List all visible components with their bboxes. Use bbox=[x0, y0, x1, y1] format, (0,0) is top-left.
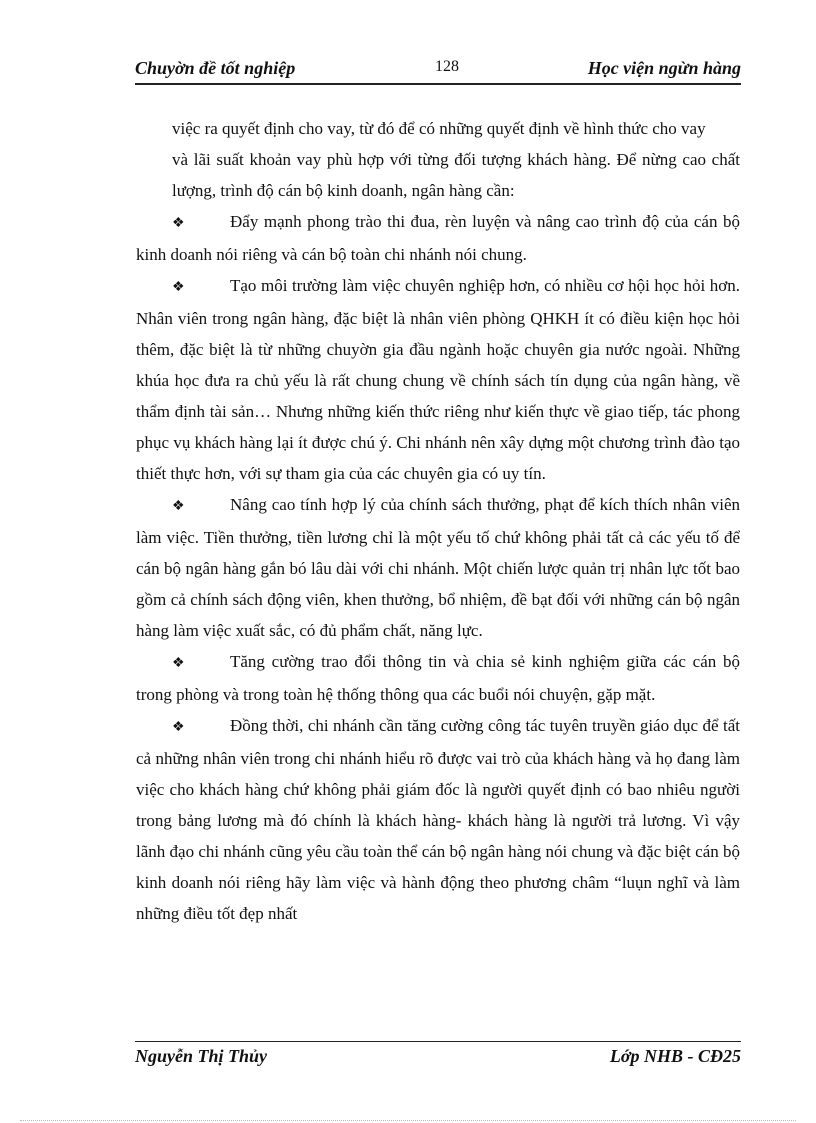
page-edge-divider bbox=[20, 1120, 796, 1121]
bullet-text-1: Đẩy mạnh phong trào thi đua, rèn luyện và nâng cao trình độ của cán bộ kinh doanh nói riêng và cán bộ toàn chi nhánh nói chung. bbox=[136, 212, 740, 264]
bullet-paragraph-3 bbox=[136, 489, 740, 646]
bullet-text-2: Tạo môi trường làm việc chuyên nghiệp hơn, có nhiều cơ hội học hỏi hơn. Nhân viên trong ngân hàng, đặc biệt là nhân viên phòng QHKH ít có điều kiện học hỏi thêm, đặc biệt là từ những chuyờn gia đầu ngành hoặc chuyên gia nước ngoài. Những khúa học đưa ra chủ yếu là rất chung chung về chính sách tín dụng của ngân hàng, về thẩm định tài sản… Nhưng những kiến thức riêng như kiến thực về giao tiếp, tác phong phục vụ khách hàng lại ít được chú ý. Chi nhánh nên xây dựng một chương trình đào tạo thiết thực hơn, với sự tham gia của các chuyên gia có uy tín. bbox=[136, 276, 740, 483]
diamond-bullet-icon: ❖ bbox=[172, 499, 185, 514]
bullet-paragraph-2 bbox=[136, 270, 740, 489]
diamond-bullet-icon: ❖ bbox=[172, 656, 185, 671]
page-body bbox=[136, 113, 740, 929]
page-number: 128 bbox=[435, 58, 459, 75]
diamond-bullet-icon: ❖ bbox=[172, 216, 185, 231]
bullet-paragraph-1 bbox=[136, 206, 740, 270]
intro-line-2: và lãi suất khoản vay phù hợp với từng đối tượng khách hàng. Để nừng cao chất lượng, trình độ cán bộ kinh doanh, ngân hàng cần: bbox=[172, 150, 740, 200]
footer-class: Lớp NHB - CĐ25 bbox=[609, 1046, 741, 1066]
diamond-bullet-icon: ❖ bbox=[172, 280, 185, 295]
intro-paragraph bbox=[136, 113, 740, 206]
header-institution: Học viện ngừn hàng bbox=[587, 58, 741, 78]
bullet-text-5: Đồng thời, chi nhánh cần tăng cường công tác tuyên truyền giáo dục để tất cả những nhân viên trong chi nhánh hiểu rõ được vai trò của khách hàng và họ đang làm việc cho khách hàng chứ không phải giám đốc là người quyết định có bao nhiêu người trong bảng lương mà đó chính là khách hàng- khách hàng là người trả lương. Vì vậy lãnh đạo chi nhánh cũng yêu cầu toàn thể cán bộ ngân hàng nói chung và đặc biệt cán bộ kinh doanh nói riêng hãy làm việc và hành động theo phương châm “luụn nghĩ và làm những điều tốt đẹp nhất bbox=[136, 716, 740, 923]
intro-line-1: việc ra quyết định cho vay, từ đó để có những quyết định về hình thức cho vay bbox=[172, 119, 706, 138]
page-footer bbox=[135, 1041, 741, 1072]
footer-author: Nguyễn Thị Thủy bbox=[135, 1046, 268, 1066]
diamond-bullet-icon: ❖ bbox=[172, 720, 185, 735]
bullet-text-3: Nâng cao tính hợp lý của chính sách thưởng, phạt để kích thích nhân viên làm việc. Tiền thưởng, tiền lương chỉ là một yếu tố chứ không phải tất cả các yếu tố để cán bộ ngân hàng gắn bó lâu dài với chi nhánh. Một chiến lược quản trị nhân lực tốt bao gồm cả chính sách động viên, khen thưởng, bổ nhiệm, đề bạt đối với những cán bộ ngân hàng làm việc xuất sắc, có đủ phẩm chất, năng lực. bbox=[136, 495, 740, 640]
bullet-text-4: Tăng cường trao đổi thông tin và chia sẻ kinh nghiệm giữa các cán bộ trong phòng và trong toàn hệ thống thông qua các buổi nói chuyện, gặp mặt. bbox=[136, 652, 740, 704]
bullet-paragraph-4 bbox=[136, 646, 740, 710]
bullet-paragraph-5 bbox=[136, 710, 740, 929]
header-document-type: Chuyờn đề tốt nghiệp bbox=[135, 58, 296, 78]
page-header bbox=[135, 55, 741, 85]
